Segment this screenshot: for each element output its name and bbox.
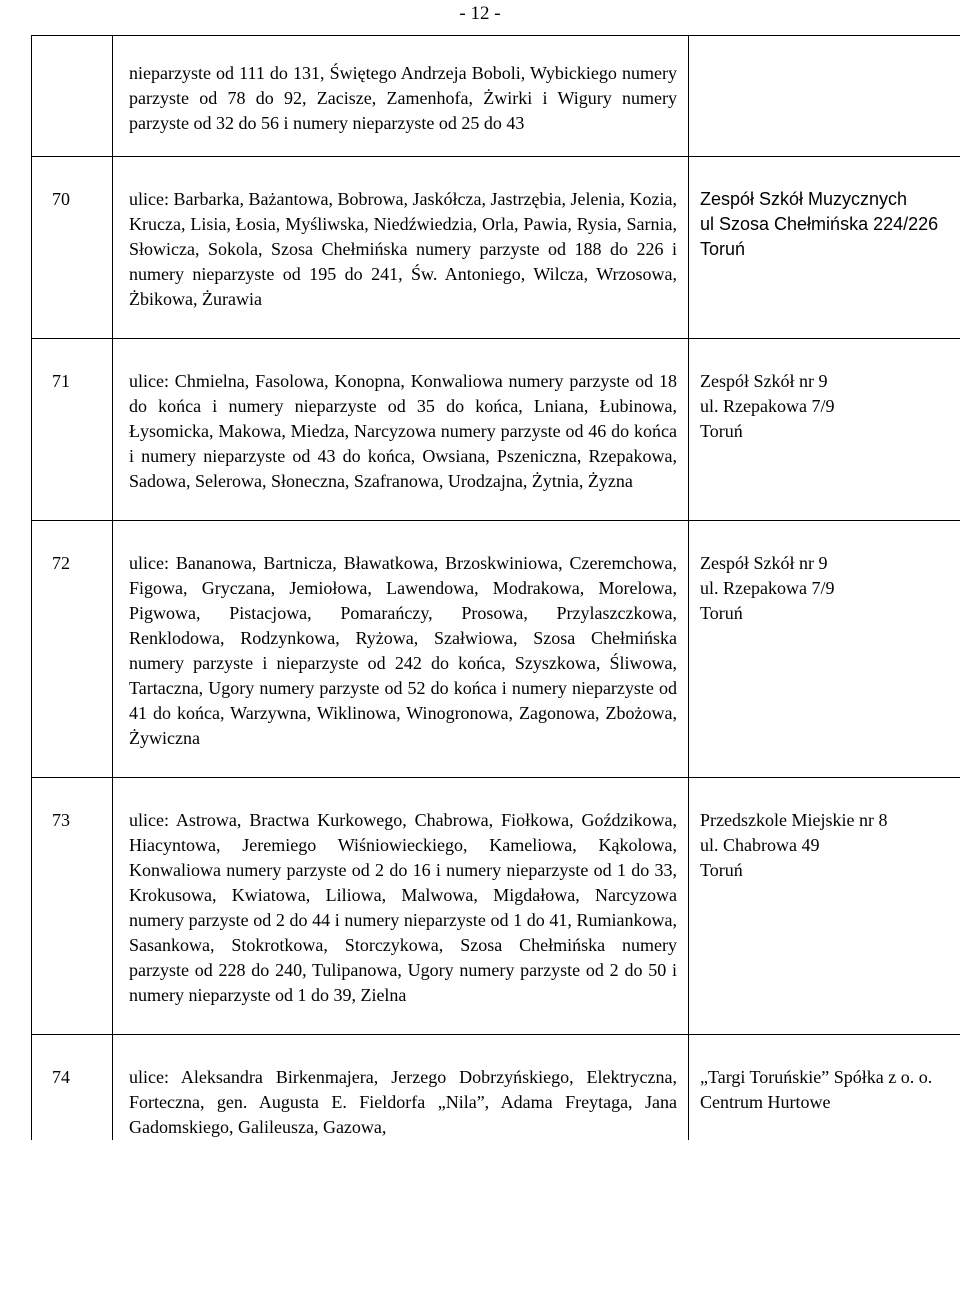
station-address: ul Szosa Chełmińska 224/226 (700, 214, 939, 234)
table-row (32, 1035, 960, 1141)
districts-table (31, 35, 960, 1140)
polling-station (689, 1035, 960, 1141)
polling-station (689, 521, 960, 778)
station-city: Toruń (700, 603, 743, 623)
station-name: Zespół Szkół nr 9 (700, 553, 828, 573)
district-number: 70 (32, 157, 113, 339)
streets-list: ulice: Bananowa, Bartnicza, Bławatkowa, Brzoskwiniowa, Czeremchowa, Figowa, Gryczana, Jemiołowa, Lawendowa, Modrakowa, Morelowa, Pigwowa, Pistacjowa, Pomarańczy, Prosowa, Przylaszczkowa, Renklodowa, Rodzynkowa, Ryżowa, Szałwiowa, Szosa Chełmińska numery parzyste i nieparzyste od 242 do końca, Szyszkowa, Śliwowa, Tartaczna, Ugory numery parzyste od 52 do końca i numery nieparzyste od 41 do końca, Warzywna, Wiklinowa, Winogronowa, Zagonowa, Zbożowa, Żywiczna (113, 521, 689, 778)
page-number: - 12 - (459, 3, 501, 24)
district-number: 74 (32, 1035, 113, 1141)
streets-list: ulice: Chmielna, Fasolowa, Konopna, Konwaliowa numery parzyste od 18 do końca i numery nieparzyste od 35 do końca, Lniana, Łubinowa, Łysomicka, Makowa, Miedza, Narcyzowa numery parzyste od 46 do końca i numery nieparzyste od 43 do końca, Owsiana, Pszeniczna, Rzepakowa, Sadowa, Selerowa, Słoneczna, Szafranowa, Urodzajna, Żytnia, Żyzna (113, 339, 689, 521)
polling-station (689, 36, 960, 157)
table-row (32, 778, 960, 1035)
polling-station (689, 778, 960, 1035)
station-city: Toruń (700, 421, 743, 441)
district-number: 71 (32, 339, 113, 521)
station-name: „Targi Toruńskie” Spółka z o. o. (700, 1067, 933, 1087)
station-address: ul. Chabrowa 49 (700, 835, 820, 855)
station-address: Centrum Hurtowe (700, 1092, 831, 1112)
station-name: Zespół Szkół nr 9 (700, 371, 828, 391)
table-row (32, 157, 960, 339)
station-address: ul. Rzepakowa 7/9 (700, 396, 835, 416)
streets-list: ulice: Astrowa, Bractwa Kurkowego, Chabrowa, Fiołkowa, Goździkowa, Hiacyntowa, Jeremiego Wiśniowieckiego, Kameliowa, Kąkolowa, Konwaliowa numery parzyste od 2 do 16 i numery nieparzyste od 1 do 33, Krokusowa, Kwiatowa, Liliowa, Malwowa, Migdałowa, Narcyzowa numery parzyste od 2 do 44 i numery nieparzyste od 1 do 41, Rumiankowa, Sasankowa, Stokrotkowa, Storczykowa, Szosa Chełmińska numery parzyste od 228 do 240, Tulipanowa, Ugory numery parzyste od 2 do 50 i numery nieparzyste od 1 do 39, Zielna (113, 778, 689, 1035)
polling-station (689, 157, 960, 339)
station-name: Przedszkole Miejskie nr 8 (700, 810, 888, 830)
table-row (32, 521, 960, 778)
streets-list: ulice: Aleksandra Birkenmajera, Jerzego Dobrzyńskiego, Elektryczna, Forteczna, gen. Augusta E. Fieldorfa „Nila”, Adama Freytaga, Jana Gadomskiego, Galileusza, Gazowa, (113, 1035, 689, 1141)
streets-list: nieparzyste od 111 do 131, Świętego Andrzeja Boboli, Wybickiego numery parzyste od 78 do 92, Zacisze, Zamenhofa, Żwirki i Wigury numery parzyste od 32 do 56 i numery nieparzyste od 25 do 43 (113, 36, 689, 157)
district-number (32, 36, 113, 157)
station-city: Toruń (700, 239, 746, 259)
station-address: ul. Rzepakowa 7/9 (700, 578, 835, 598)
polling-station (689, 339, 960, 521)
district-number: 73 (32, 778, 113, 1035)
table-row (32, 339, 960, 521)
table-row (32, 36, 960, 157)
station-name: Zespół Szkół Muzycznych (700, 189, 908, 209)
streets-list: ulice: Barbarka, Bażantowa, Bobrowa, Jaskółcza, Jastrzębia, Jelenia, Kozia, Krucza, Lisia, Łosia, Myśliwska, Niedźwiedzia, Orla, Pawia, Rysia, Sarnia, Słowicza, Sokola, Szosa Chełmińska numery parzyste od 188 do 226 i numery nieparzyste od 195 do 241, Św. Antoniego, Wilcza, Wrzosowa, Żbikowa, Żurawia (113, 157, 689, 339)
district-number: 72 (32, 521, 113, 778)
station-city: Toruń (700, 860, 743, 880)
